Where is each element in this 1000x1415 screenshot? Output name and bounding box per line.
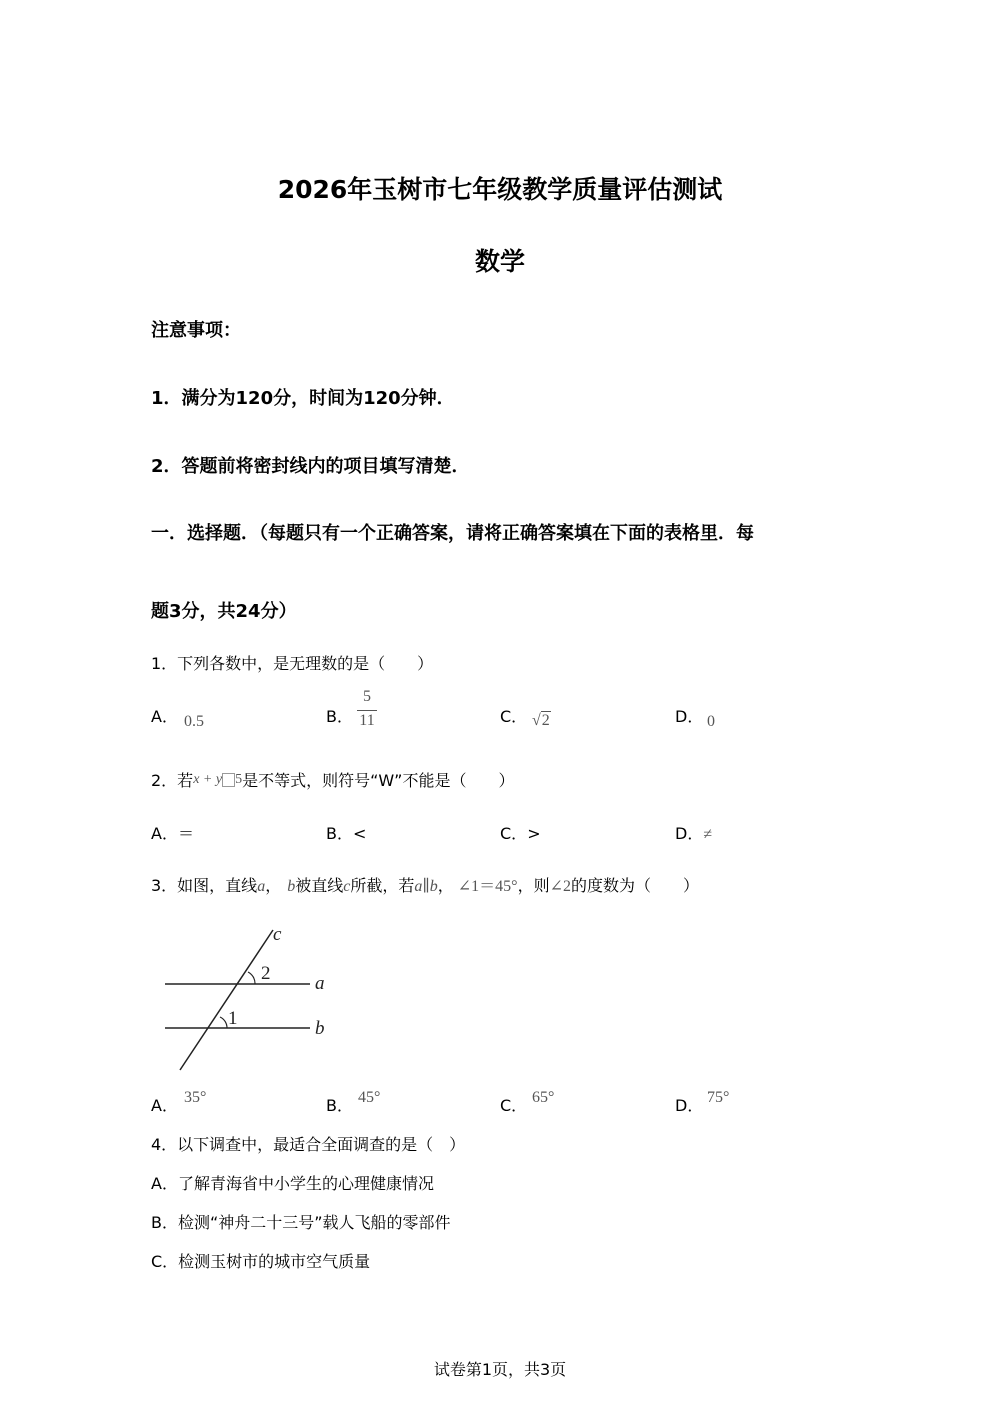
- fraction-denominator: 11: [359, 712, 375, 729]
- section-heading-line1: 一．选择题．（每题只有一个正确答案，请将正确答案填在下面的表格里．每: [151, 523, 754, 544]
- q2-option-a-value: ＝: [177, 824, 194, 843]
- q2-option-b-value: <: [352, 824, 367, 843]
- q3-stem-p6: ，则: [517, 876, 550, 895]
- figure-label-c: c: [273, 924, 282, 945]
- q1-option-d-value: 0: [707, 713, 715, 730]
- q1-option-b-label: B．: [326, 707, 353, 726]
- q3-stem-p4: 所截，若: [350, 876, 415, 895]
- q3-option-d-label: D．: [675, 1096, 704, 1115]
- figure-angle-2-label: 2: [261, 963, 271, 984]
- q3-option-b-label: B．: [326, 1096, 353, 1115]
- section-heading-line2: 题3分，共24分）: [151, 601, 297, 622]
- angle-2-arc: [248, 972, 255, 984]
- page-footer: 试卷第1页，共3页: [433, 1360, 567, 1379]
- question-2-stem: [151, 768, 514, 791]
- question-1-stem: 1．下列各数中，是无理数的是（ ）: [151, 654, 434, 673]
- line-c: [180, 930, 273, 1070]
- notice-heading: 注意事项：: [151, 320, 241, 341]
- figure-label-b: b: [315, 1018, 325, 1039]
- question-4-stem: 4．以下调查中，最适合全面调查的是（ ）: [151, 1135, 466, 1154]
- q2-stem-math-1: x + y: [193, 772, 223, 787]
- q2-option-d: [675, 821, 712, 844]
- subject-title: 数学: [474, 247, 525, 276]
- q1-option-a-value: 0.5: [184, 713, 204, 730]
- q2-option-b: [326, 821, 366, 844]
- q2-option-a: [151, 821, 194, 844]
- parallel-lines-figure: [155, 918, 345, 1078]
- q3-angle-2: ∠2: [549, 878, 571, 895]
- q3-var-c: c: [343, 878, 351, 895]
- q3-stem-p5: ，: [437, 876, 454, 895]
- q3-stem-p3: 被直线: [295, 876, 344, 895]
- q2-option-c: [500, 821, 541, 844]
- figure-angle-1-label: 1: [228, 1008, 238, 1029]
- q3-parallel: a∥b: [414, 878, 438, 895]
- angle-1-arc: [220, 1017, 227, 1028]
- q3-stem-p1: 3．如图，直线: [151, 876, 258, 895]
- q3-stem-p2: ，: [265, 876, 282, 895]
- placeholder-box-icon: [222, 773, 235, 787]
- q3-option-a-label: A．: [151, 1096, 178, 1115]
- q3-option-d-value: 75°: [707, 1089, 730, 1106]
- q2-option-a-label: A．: [151, 824, 178, 843]
- question-3-stem: [151, 873, 699, 896]
- fraction-numerator: 5: [363, 688, 371, 705]
- q2-option-b-label: B．: [326, 824, 353, 843]
- q4-option-c: C．检测玉树市的城市空气质量: [151, 1252, 371, 1271]
- q3-option-a-value: 35°: [184, 1089, 207, 1106]
- q3-stem-p7: 的度数为（ ）: [570, 876, 699, 895]
- q3-angle-eq: ∠1＝45°: [457, 878, 518, 895]
- q2-option-c-label: C．: [500, 824, 528, 843]
- exam-title: 2026年玉树市七年级教学质量评估测试: [277, 175, 723, 204]
- q2-stem-math-2: 5: [235, 772, 243, 787]
- q3-option-b-value: 45°: [358, 1089, 381, 1106]
- q1-option-b-fraction: [356, 688, 378, 734]
- q3-option-c-label: C．: [500, 1096, 528, 1115]
- sqrt-radicand: 2: [541, 712, 550, 729]
- q2-option-d-value: ≠: [703, 826, 713, 843]
- q4-option-a: A．了解青海省中小学生的心理健康情况: [151, 1174, 434, 1193]
- q3-var-a: a: [257, 878, 266, 895]
- q2-stem-before: 2．若: [151, 771, 194, 790]
- q4-option-b: B．检测“神舟二十三号”载人飞船的零部件: [151, 1213, 451, 1232]
- q2-option-d-label: D．: [675, 824, 704, 843]
- q2-option-c-value: >: [527, 824, 541, 843]
- q1-option-c-label: C．: [500, 707, 528, 726]
- q3-var-b: b: [287, 878, 296, 895]
- notice-item-2: 2．答题前将密封线内的项目填写清楚．: [151, 456, 470, 477]
- q1-option-d-label: D．: [675, 707, 704, 726]
- sqrt-icon: √: [532, 712, 541, 729]
- q2-stem-after: 是不等式，则符号“W”不能是（ ）: [242, 771, 515, 790]
- figure-label-a: a: [315, 973, 325, 994]
- fraction-bar: [357, 710, 377, 711]
- q1-option-c-sqrt: [532, 712, 551, 730]
- q3-option-c-value: 65°: [532, 1089, 555, 1106]
- notice-item-1: 1．满分为120分，时间为120分钟．: [151, 388, 455, 409]
- q1-option-a-label: A．: [151, 707, 178, 726]
